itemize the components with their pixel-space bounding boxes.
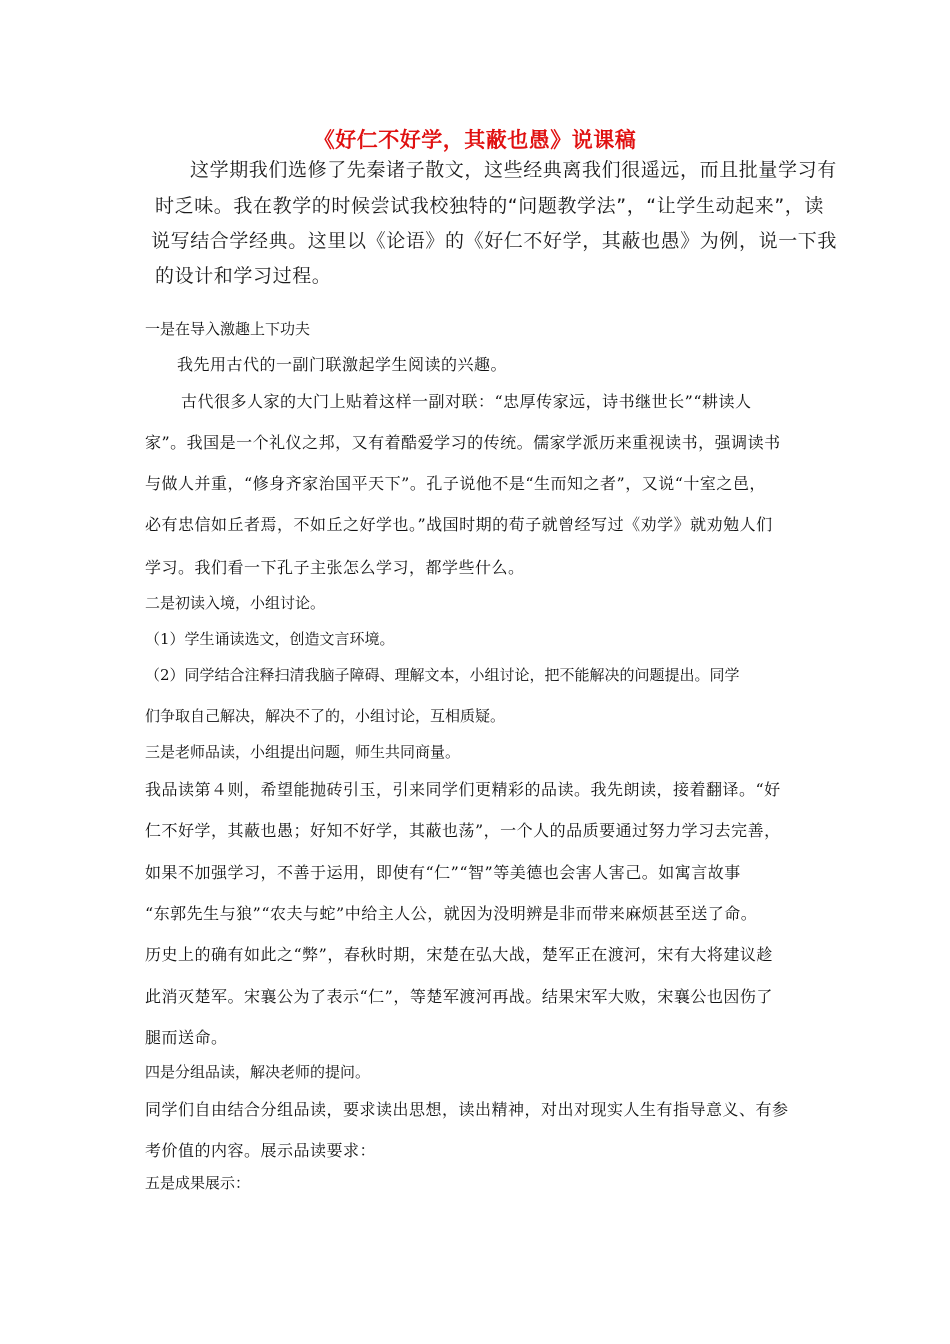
paragraph-line: 我品读第４则，希望能抛砖引玉，引来同学们更精彩的品读。我先朗读，接着翻译。“好 (145, 780, 781, 799)
section-heading: 二是初读入境，小组讨论。 (145, 594, 326, 612)
intro-line: 时乏味。我在教学的时候尝试我校独特的“问题教学法”，“让学生动起来”，读 (155, 195, 824, 217)
paragraph-line: 腿而送命。 (145, 1028, 228, 1047)
document-title: 《好仁不好学，其蔽也愚》说课稿 (313, 128, 637, 152)
paragraph-line: 家”。我国是一个礼仪之邦，又有着酷爱学习的传统。儒家学派历来重视读书，强调读书 (145, 433, 781, 452)
paragraph-line: 必有忠信如丘者焉，不如丘之好学也。”战国时期的荀子就曾经写过《劝学》就劝勉人们 (145, 515, 773, 534)
section-heading: 三是老师品读，小组提出问题，师生共同商量。 (145, 743, 461, 761)
paragraph-line: 考价值的内容。展示品读要求： (145, 1141, 377, 1160)
section-heading: 四是分组品读，解决老师的提问。 (145, 1063, 371, 1081)
list-item: 们争取自己解决，解决不了的，小组讨论，互相质疑。 (145, 707, 506, 725)
paragraph-line: 同学们自由结合分组品读，要求读出思想，读出精神，对出对现实人生有指导意义、有参 (145, 1100, 789, 1119)
section-heading: 五是成果展示： (145, 1174, 251, 1192)
section-heading: 一是在导入激趣上下功夫 (145, 320, 311, 338)
intro-line: 的设计和学习过程。 (155, 265, 332, 287)
list-item: （1）学生诵读选文，创造文言环境。 (145, 630, 395, 648)
paragraph-line: 学习。我们看一下孔子主张怎么学习，都学些什么。 (145, 558, 525, 577)
list-item: （2）同学结合注释扫清我脑子障碍、理解文本，小组讨论，把不能解决的问题提出。同学 (145, 666, 740, 684)
intro-line: 说写结合学经典。这里以《论语》的《好仁不好学，其蔽也愚》为例，说一下我 (151, 230, 838, 252)
paragraph-line: “东郭先生与狼”“农夫与蛇”中给主人公，就因为没明辨是非而带来麻烦甚至送了命。 (145, 904, 758, 923)
intro-line: 这学期我们选修了先秦诸子散文，这些经典离我们很遥远，而且批量学习有 (190, 159, 837, 181)
paragraph-line: 我先用古代的一副门联激起学生阅读的兴趣。 (177, 355, 508, 374)
paragraph-line: 仁不好学，其蔽也愚；好知不好学，其蔽也荡”，一个人的品质要通过努力学习去完善， (145, 821, 781, 840)
paragraph-line: 与做人并重，“修身齐家治国平天下”。孔子说他不是“生而知之者”，又说“十室之邑， (145, 474, 766, 493)
paragraph-line: 如果不加强学习，不善于运用，即使有“仁”“智”等美德也会害人害己。如寓言故事 (145, 863, 741, 882)
paragraph-line: 历史上的确有如此之“弊”，春秋时期，宋楚在弘大战，楚军正在渡河，宋有大将建议趁 (145, 945, 773, 964)
paragraph-line: 古代很多人家的大门上贴着这样一副对联：“忠厚传家远，诗书继世长”“耕读人 (181, 392, 752, 411)
paragraph-line: 此消灭楚军。宋襄公为了表示“仁”，等楚军渡河再战。结果宋军大败，宋襄公也因伤了 (145, 987, 773, 1006)
